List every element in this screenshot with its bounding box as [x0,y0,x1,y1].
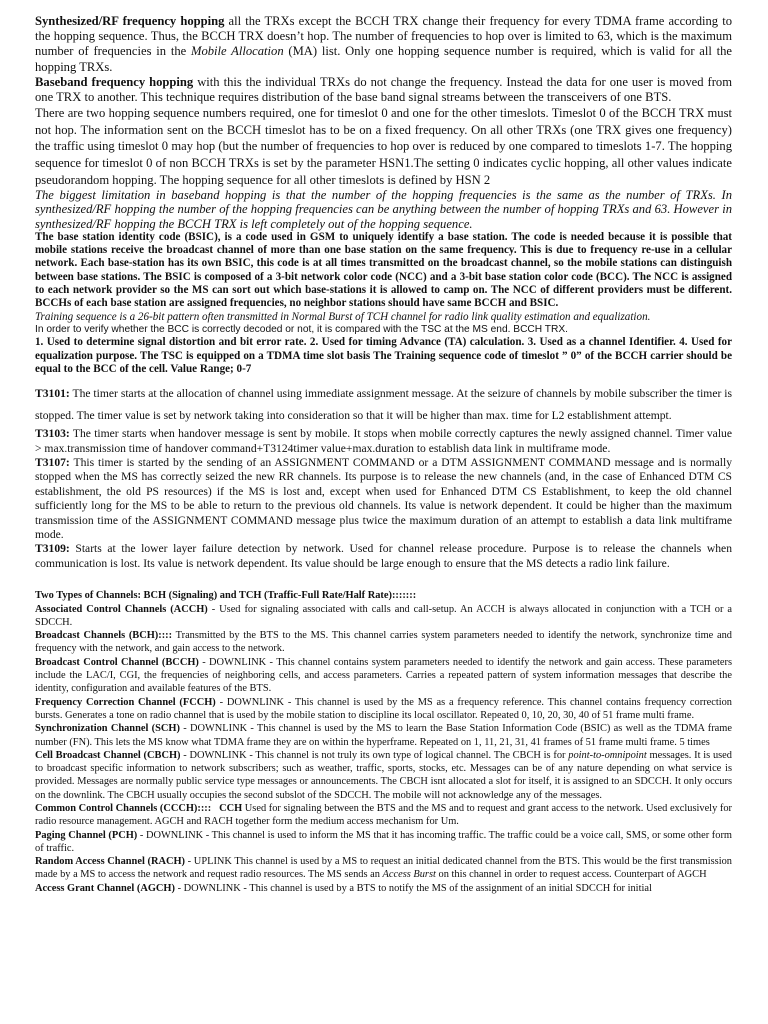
paragraph-training-sequence: Training sequence is a 26-bit pattern often transmitted in Normal Burst of TCH channel for radio link quality estimation and equalization. [35,310,651,323]
paragraph-t3109: T3109: Starts at the lower layer failure detection by network. Used for channel release procedure. Purpose is to release the channels when communication is lost. Its value is network dependent. Its value should be large enough to ensure that the MS detects a radio link failure. [35,542,732,570]
paragraph-fcch: Frequency Correction Channel (FCCH) - DOWNLINK - This channel is used by the MS as a frequency reference. This channel contains frequency correction bursts. Generates a tone on radio channel that is used by the mobile station to discipline its local oscillator. Repeated 0, 10, 20, 30, 40 of 51 frame multi frame. [35,696,732,721]
paragraph-pch: Paging Channel (PCH) - DOWNLINK - This channel is used to inform the MS that it has incoming traffic. The traffic could be a voice call, SMS, or some other form of traffic. [35,829,732,854]
paragraph-t3101: T3101: The timer starts at the allocation of channel using immediate assignment message. At the seizure of channels by mobile subscriber the timer is stopped. The timer value is set by network taking into consideration so that it will be higher than max. time for L2 establishment attempt. [35,387,732,423]
label-acch: Associated Control Channels (ACCH) [35,603,208,615]
paragraph-baseband-limitation: The biggest limitation in baseband hopping is that the number of the hopping frequencies is the same as the number of TRXs. In synthesized/RF hopping the number of the hopping frequencies can be anything between the number of hopping TRXs and 63. However in synthesized/RF hopping the BCCH TRX is left completely out of the hopping sequence. [35,188,732,231]
label-pch: Paging Channel (PCH) [35,829,138,841]
label-cbch: Cell Broadcast Channel (CBCH) [35,749,181,761]
label-fcch: Frequency Correction Channel (FCCH) [35,696,216,708]
channels-heading: Two Types of Channels: BCH (Signaling) and TCH (Traffic-Full Rate/Half Rate)::::::: [35,590,417,602]
paragraph-t3107: T3107: This timer is started by the sending of an ASSIGNMENT COMMAND or a DTM ASSIGNMENT COMMAND message and is normally stopped when the MS has correctly seized the new RR channels. Its purpose is to release the new channels (and, in the case of Enhanced DTM CS establishment, the old PS resources) if the MS is lost and, except when used for Enhanced DTM CS Establishment, to keep the old channel sufficiently long for the MS to be able to return to the previous old channels. Its value is network dependent. It could be higher than the maximum transmission time of the ASSIGNMENT COMMAND message plus twice the maximum duration of an attempt to establish a data link multiframe mode. [35,455,732,542]
label-t3109: T3109: [35,542,70,556]
paragraph-bcc-verify: In order to verify whether the BCC is correctly decoded or not, it is compared with the TSC at the MS end. BCCH TRX. [35,323,568,335]
paragraph-bsic: The base station identity code (BSIC), is a code used in GSM to uniquely identify a base station. The code is needed because it is possible that mobile stations receive the broadcast channel of more than one base station on the same frequency. This is due to frequency re-use in a cellular network. Each base-station has its own BSIC, this code is at all times transmitted on the broadcast channel, so the mobile stations can distinguish between base stations. The BSIC is composed of a 3-bit network color code (NCC) and a 3-bit base station color code (BCC). The NCC is assigned to each network provider so the MS can sort out which base-stations it is allowed to camp on. The NCC of different providers must be different. BCCHs of each base station are assigned frequencies, no neighbor stations should have same BCCH and BSIC. [35,230,732,310]
paragraph-acch: Associated Control Channels (ACCH) - Used for signaling associated with calls and call-setup. An ACCH is always allocated in conjunction with a TCH or a SDCCH. [35,603,732,628]
label-t3107: T3107: [35,455,70,469]
label-rach: Random Access Channel (RACH) [35,856,186,868]
paragraph-bcch: Broadcast Control Channel (BCCH) - DOWNLINK - This channel contains system parameters needed to identify the network and gain access. These parameters include the LAC/I, CGI, the frequencies of neighboring cells, and access parameters. Carries a repeated pattern of system information messages that describe the identity, configuration and available features of the BTS. [35,656,732,695]
paragraph-agch: Access Grant Channel (AGCH) - DOWNLINK - This channel is used by a BTS to notify the MS of the assignment of an initial SDCCH for initial [35,882,652,894]
paragraph-bch: Broadcast Channels (BCH):::: Transmitted by the BTS to the MS. This channel carries system parameters needed to identify the network, synchronize time and frequency with the network, and gain access to the network. [35,630,732,655]
paragraph-sch: Synchronization Channel (SCH) - DOWNLINK - This channel is used by the MS to learn the Base Station Information Code (BSIC) as well as the TDMA frame number (FN). This lets the MS know what TDMA frame they are on within the hyperframe. Repeated on 1, 11, 21, 31, 41 frames of 51 frame multi frame. 5 times [35,723,732,748]
label-bcch: Broadcast Control Channel (BCCH) [35,656,199,668]
paragraph-rach: Random Access Channel (RACH) - UPLINK This channel is used by a MS to request an initial dedicated channel from the BTS. This would be the first transmission made by a MS to access the network and request radio resources. The MS sends an Access Burst on this channel in order to request access. Counterpart of AGCH [35,856,732,881]
paragraph-hopping-sequence: There are two hopping sequence numbers required, one for timeslot 0 and one for the other timeslots. Timeslot 0 of the BCCH TRX must not hop. The information sent on the BCCH timeslot has to be on a fixed frequency. On all other TRXs (one TRX gives one frequency) the traffic using timeslot 0 may hop (but the number of frequencies to hop over is reduced by one compared to timeslots 1-7. The hopping sequence for timeslot 0 of non BCCH TRXs is set by the parameter HSN1.The setting 0 indicates cyclic hopping, all other values indicate pseudorandom hopping. The hopping sequence for all other timeslots is defined by HSN 2 [35,106,732,187]
term-rf-hopping: Synthesized/RF frequency hopping [35,14,225,28]
label-ccch: Common Control Channels (CCCH):::: CCH [35,802,243,814]
paragraph-rf-hopping: Synthesized/RF frequency hopping all the TRXs except the BCCH TRX change their frequency for every TDMA frame according to the hopping sequence. Thus, the BCCH TRX doesn’t hop. The number of frequencies to hop over is limited to 63, which is the maximum number of frequencies in the Mobile Allocation (MA) list. Only one hopping sequence number is required, which is valid for all the hopping TRXs. [35,14,733,74]
label-sch: Synchronization Channel (SCH) [35,723,180,735]
label-t3101: T3101: [35,387,70,401]
label-agch: Access Grant Channel (AGCH) [35,882,175,894]
paragraph-cbch: Cell Broadcast Channel (CBCH) - DOWNLINK - This channel is not truly its own type of logical channel. The CBCH is for point-to-omnipoint messages. It is used to broadcast specific information to network subscribers; such as weather, traffic, sports, stocks, etc. Messages can be of any nature depending on what service is provided. Messages are normally public service type messages or announcements. The CBCH isnt allocated a slot for itself, it is assigned to an SDCCH. It only occurs on the downlink. The CBCH usually occupies the second subslot of the SDCCH. The mobile will not acknowledge any of the messages. [35,749,732,801]
paragraph-tsc-uses: 1. Used to determine signal distortion and bit error rate. 2. Used for timing Advance (TA) calculation. 3. Used as a channel Identifier. 4. Used for equalization purpose. The TSC is equipped on a TDMA time slot basis The Training sequence code of timeslot ” 0” of the BCCH carrier should be equal to the BCC of the cell. Value Range; 0-7 [35,336,732,375]
paragraph-ccch: Common Control Channels (CCCH):::: CCH Used for signaling between the BTS and the MS and to request and grant access to the network. Used exclusively for radio resource management. AGCH and RACH together form the medium access mechanism for Um. [35,802,732,828]
label-bch: Broadcast Channels (BCH):::: [35,630,173,642]
paragraph-baseband-hopping: Baseband frequency hopping with this the individual TRXs do not change the frequency. Instead the data for one user is moved from one TRX to another. This technique requires distribution of the base band signal streams between the transceivers of one BTS. [35,74,732,105]
term-baseband-hopping: Baseband frequency hopping [35,74,194,89]
label-t3103: T3103: [35,427,70,441]
paragraph-t3103: T3103: The timer starts when handover message is sent by mobile. It stops when mobile correctly captures the newly assigned channel. Timer value > max.transmission time of handover command+T3124timer value+max.duration to establish data link in multiframe mode. [35,427,732,455]
